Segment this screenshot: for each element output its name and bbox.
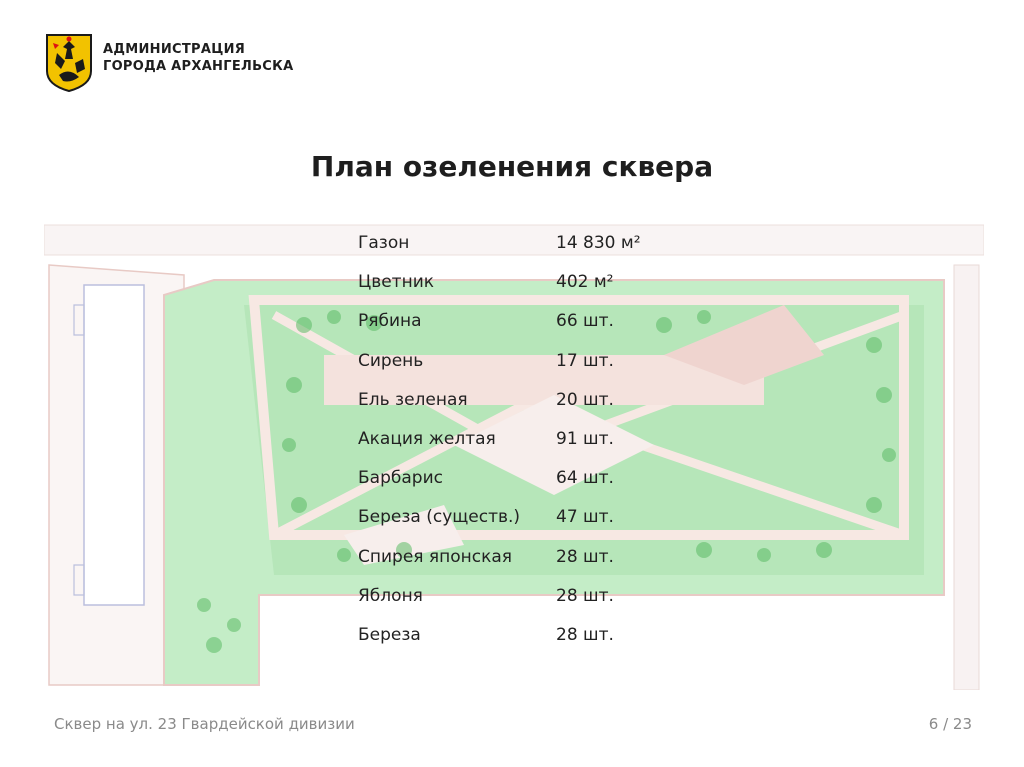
org-name-line1: АДМИНИСТРАЦИЯ <box>103 42 246 57</box>
item-value: 17 шт. <box>556 350 614 371</box>
item-value: 20 шт. <box>556 389 614 410</box>
item-value: 47 шт. <box>556 507 614 528</box>
slide-title: План озеленения сквера <box>310 150 714 183</box>
item-name: Акация желтая <box>358 428 496 449</box>
table-row <box>356 227 676 266</box>
table-row <box>356 384 676 423</box>
item-value: 66 шт. <box>556 311 614 332</box>
footer-caption: Сквер на ул. 23 Гвардейской дивизии <box>54 715 355 733</box>
item-name: Береза (существ.) <box>358 507 521 528</box>
table-row <box>356 305 676 344</box>
item-name: Яблоня <box>358 585 423 606</box>
item-value: 14 830 м² <box>556 233 641 253</box>
item-value: 64 шт. <box>556 468 614 489</box>
table-row <box>356 266 676 305</box>
table-row <box>356 462 676 501</box>
item-name: Береза <box>358 624 421 645</box>
item-name: Рябина <box>358 311 422 332</box>
coat-of-arms-icon <box>45 33 93 93</box>
item-value: 28 шт. <box>556 546 614 567</box>
item-value: 28 шт. <box>556 624 614 645</box>
item-value: 91 шт. <box>556 428 614 449</box>
table-row <box>356 345 676 384</box>
table-row <box>356 580 676 619</box>
organization-name <box>103 41 363 75</box>
item-name: Цветник <box>358 272 435 293</box>
item-name: Газон <box>358 233 410 253</box>
item-name: Спирея японская <box>358 546 513 567</box>
table-row <box>356 501 676 540</box>
table-row <box>356 423 676 462</box>
table-row <box>356 619 676 658</box>
page-number: 6 / 23 <box>928 715 972 733</box>
item-name: Сирень <box>358 350 424 371</box>
item-name: Ель зеленая <box>358 389 468 410</box>
org-name-line2: ГОРОДА АРХАНГЕЛЬСКА <box>103 59 294 74</box>
greening-table <box>356 227 676 658</box>
item-value: 28 шт. <box>556 585 614 606</box>
table-row <box>356 541 676 580</box>
item-value: 402 м² <box>556 272 614 293</box>
item-name: Барбарис <box>358 468 443 489</box>
